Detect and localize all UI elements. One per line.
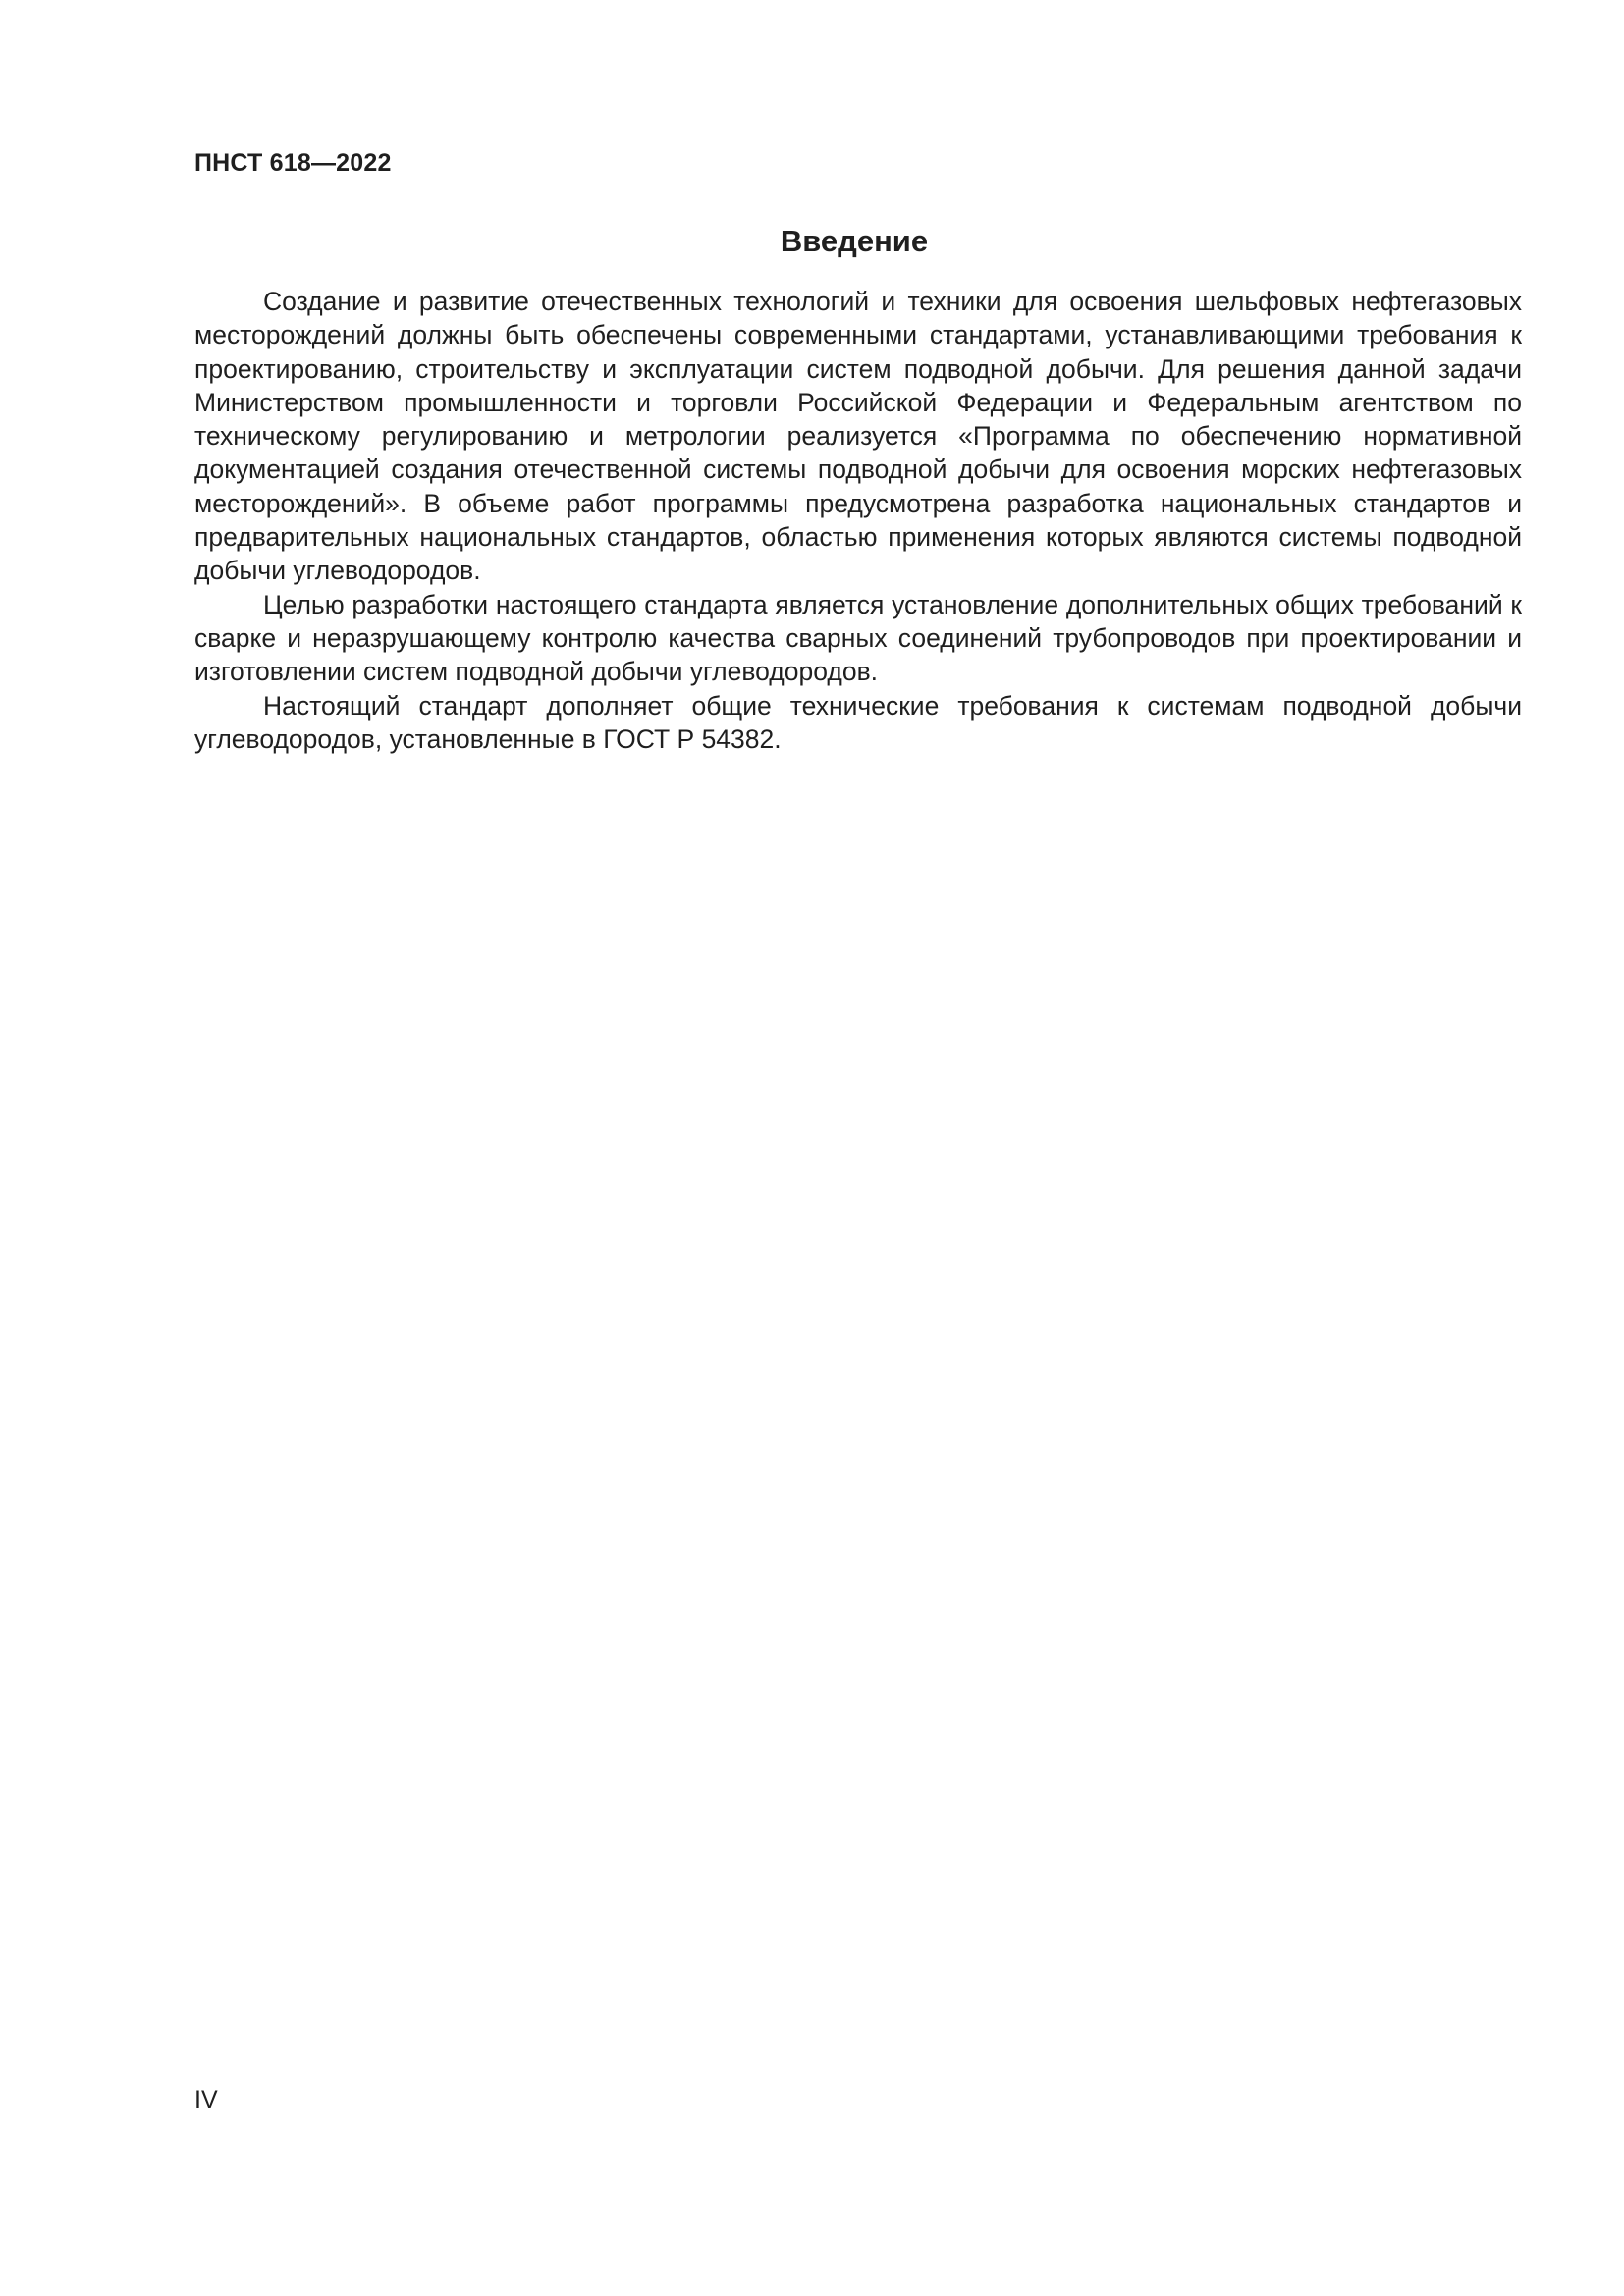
paragraph-1: Создание и развитие отечественных технологий и техники для освоения шельфовых нефтегазовых месторождений должны быть обеспечены современными стандартами, устанавливающими требования к проектированию, строительству и эксплуатации систем подводной добычи. Для решения данной задачи Министерством промышленности и торговли Российской Федерации и Федеральным агентством по техническому регулированию и метрологии реализуется «Программа по обеспечению нормативной документацией создания отечественной системы подводной добычи для освоения морских нефтегазовых месторождений». В объеме работ программы предусмотрена разработка национальных стандартов и предварительных национальных стандартов, областью применения которых являются системы подводной добычи углеводородов. [194,287,1522,586]
paragraph-3: Настоящий стандарт дополняет общие технические требования к системам подводной добычи углеводородов, установленные в ГОСТ Р 54382. [194,690,1522,754]
introduction-body [194,285,1522,756]
paragraph-2: Целью разработки настоящего стандарта является установление дополнительных общих требований к сварке и неразрушающему контролю качества сварных соединений трубопроводов при проектировании и изготовлении систем подводной добычи углеводородов. [194,589,1522,687]
page-number: IV [194,2086,218,2113]
section-title: Введение [780,224,929,258]
document-code: ПНСТ 618—2022 [194,149,392,177]
